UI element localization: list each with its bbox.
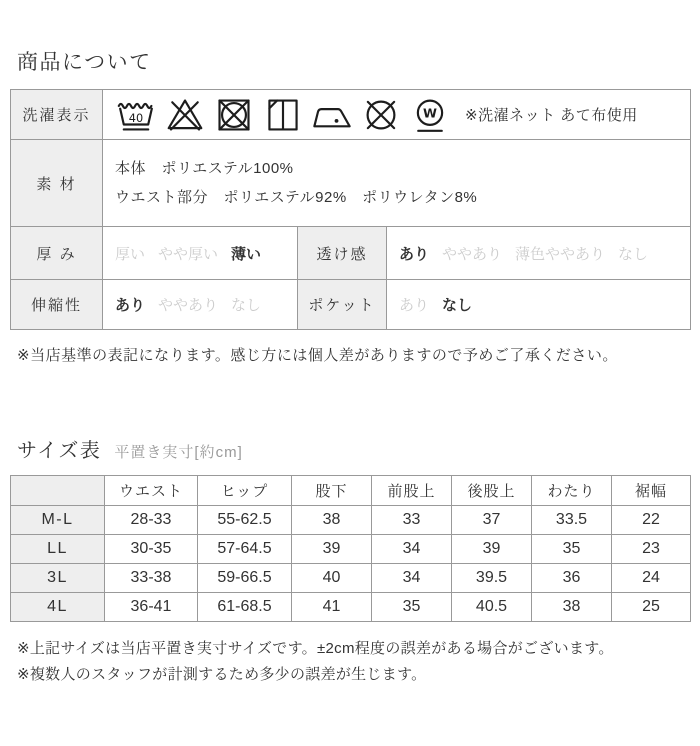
- option-selected: 薄い: [231, 245, 262, 263]
- no-bleach-icon: [164, 96, 206, 134]
- wet-clean-gentle-icon: [409, 96, 451, 134]
- size-note-measure: ※上記サイズは当店平置き実寸サイズです。±2cm程度の誤差がある場合がございます。: [17, 640, 614, 657]
- size-cell: 37: [452, 506, 532, 535]
- line-dry-shade-icon: [262, 96, 304, 134]
- material-row: [11, 140, 691, 227]
- svg-text:40: 40: [128, 111, 144, 125]
- size-cell: 61-68.5: [198, 593, 292, 622]
- spec-disclaimer-note: ※当店基準の表記になります。感じ方には個人差がありますので予めご了承ください。: [17, 347, 618, 364]
- no-dry-clean-icon: [360, 96, 402, 134]
- size-col-header: 股下: [292, 476, 372, 506]
- thickness-transparency-row: [11, 227, 691, 280]
- material-line-waist: ウエスト部分 ポリエステル92% ポリウレタン8%: [115, 189, 478, 206]
- pocket-label: ポケット: [298, 280, 387, 330]
- care-symbols-row: [11, 90, 691, 140]
- option-unselected: ややあり: [442, 245, 503, 263]
- size-table-body: [11, 506, 691, 622]
- size-cell: 28-33: [105, 506, 198, 535]
- product-spec-table: [10, 89, 691, 330]
- size-cell: 39: [452, 535, 532, 564]
- size-cell: 39.5: [452, 564, 532, 593]
- size-cell: 36-41: [105, 593, 198, 622]
- size-cell: 38: [532, 593, 612, 622]
- size-cell: 33-38: [105, 564, 198, 593]
- transparency-options: [387, 227, 691, 280]
- size-row-label: M-L: [11, 506, 105, 535]
- material-cell: [103, 140, 691, 227]
- option-unselected: あり: [399, 297, 430, 314]
- size-header-row: [11, 476, 691, 506]
- size-cell: 40.5: [452, 593, 532, 622]
- care-note: ※洗濯ネット あて布使用: [465, 107, 638, 124]
- care-symbols-list: [115, 96, 678, 134]
- stretch-options: [103, 280, 298, 330]
- care-symbols-cell: [103, 90, 691, 140]
- size-row-LL: [11, 535, 691, 564]
- option-selected: あり: [115, 297, 146, 314]
- size-row-label: 3L: [11, 564, 105, 593]
- option-unselected: やや厚い: [158, 245, 219, 263]
- size-row-label: LL: [11, 535, 105, 564]
- size-cell: 55-62.5: [198, 506, 292, 535]
- size-cell: 25: [612, 593, 691, 622]
- size-notes: [17, 636, 690, 689]
- thickness-label: 厚 み: [11, 227, 103, 280]
- material-row-label: 素 材: [11, 140, 103, 227]
- svg-text:W: W: [423, 105, 437, 121]
- material-line-body: 本体 ポリエステル100%: [115, 159, 294, 177]
- option-unselected: なし: [231, 297, 262, 314]
- size-cell: 39: [292, 535, 372, 564]
- option-selected: なし: [442, 297, 473, 314]
- size-col-header: ウエスト: [105, 476, 198, 506]
- size-row-4L: [11, 593, 691, 622]
- size-col-header: ヒップ: [198, 476, 292, 506]
- size-cell: 38: [292, 506, 372, 535]
- size-cell: 35: [532, 535, 612, 564]
- pocket-options: [387, 280, 691, 330]
- size-cell: 30-35: [105, 535, 198, 564]
- size-cell: 57-64.5: [198, 535, 292, 564]
- size-table: [10, 475, 691, 622]
- no-tumble-dry-icon: [213, 96, 255, 134]
- size-col-header: わたり: [532, 476, 612, 506]
- size-cell: 41: [292, 593, 372, 622]
- size-col-header: [11, 476, 105, 506]
- option-unselected: 厚い: [115, 245, 146, 263]
- size-cell: 33: [372, 506, 452, 535]
- size-cell: 34: [372, 564, 452, 593]
- stretch-pocket-row: [11, 280, 691, 330]
- size-col-header: 後股上: [452, 476, 532, 506]
- wash-40-gentle-icon: [115, 96, 157, 134]
- option-selected: あり: [399, 245, 430, 263]
- iron-low-icon: [311, 96, 353, 134]
- option-unselected: なし: [618, 245, 649, 263]
- option-unselected: 薄色ややあり: [515, 245, 606, 263]
- size-section-header: [17, 434, 690, 463]
- size-row-3L: [11, 564, 691, 593]
- transparency-label: 透け感: [298, 227, 387, 280]
- size-col-header: 前股上: [372, 476, 452, 506]
- size-row-label: 4L: [11, 593, 105, 622]
- size-table-title: サイズ表: [17, 440, 102, 462]
- size-table-subtitle: 平置き実寸[約cm]: [114, 444, 243, 461]
- stretch-label: 伸縮性: [11, 280, 103, 330]
- size-note-staff: ※複数人のスタッフが計測するため多少の誤差が生じます。: [17, 666, 427, 684]
- size-table-head: [11, 476, 691, 506]
- product-info-page: [0, 46, 700, 689]
- size-col-header: 裾幅: [612, 476, 691, 506]
- size-cell: 24: [612, 564, 691, 593]
- size-row-M-L: [11, 506, 691, 535]
- size-cell: 59-66.5: [198, 564, 292, 593]
- size-cell: 40: [292, 564, 372, 593]
- option-unselected: ややあり: [158, 297, 219, 314]
- size-cell: 36: [532, 564, 612, 593]
- size-cell: 33.5: [532, 506, 612, 535]
- size-cell: 34: [372, 535, 452, 564]
- size-cell: 35: [372, 593, 452, 622]
- size-cell: 22: [612, 506, 691, 535]
- page-title: 商品について: [17, 51, 152, 74]
- care-row-label: 洗濯表示: [11, 90, 103, 140]
- size-cell: 23: [612, 535, 691, 564]
- thickness-options: [103, 227, 298, 280]
